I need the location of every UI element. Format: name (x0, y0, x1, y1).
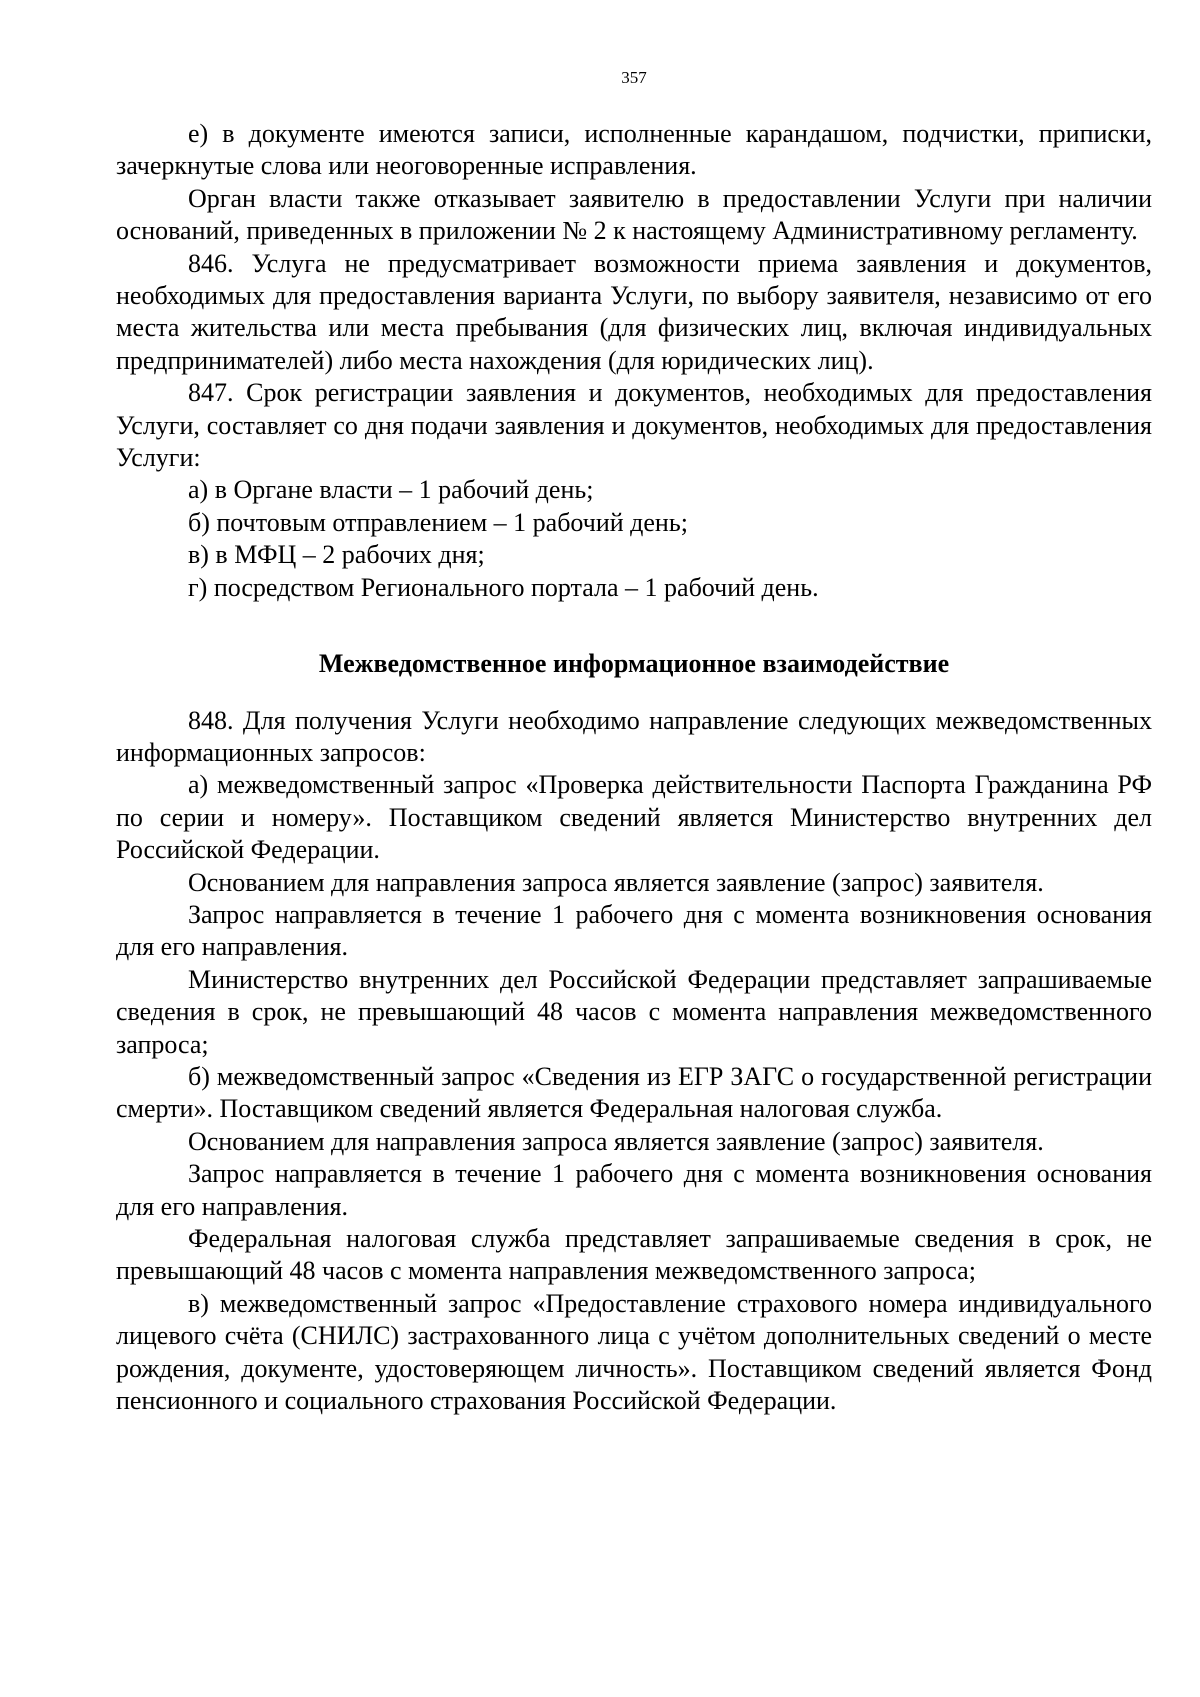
paragraph-847: 847. Срок регистрации заявления и документов, необходимых для предоставления Услуги, составляет со дня подачи заявления и документов, необходимых для предоставления Услуги: (116, 378, 1152, 473)
paragraph-timing-b: Запрос направляется в течение 1 рабочего дня с момента возникновения основания для его направления. (116, 1159, 1152, 1221)
paragraph-basis-b: Основанием для направления запроса является заявление (запрос) заявителя. (188, 1126, 1044, 1156)
list-item-g: г) посредством Регионального портала – 1 рабочий день. (188, 572, 819, 602)
section-heading: Межведомственное информационное взаимодействие (318, 649, 950, 679)
paragraph-response-b: Федеральная налоговая служба представляет запрашиваемые сведения в срок, не превышающий 48 часов с момента направления межведомственного запроса; (116, 1224, 1152, 1286)
paragraph-item-e: е) в документе имеются записи, исполненные карандашом, подчистки, приписки, зачеркнутые слова или неоговоренные исправления. (116, 119, 1152, 181)
list-item-b: б) почтовым отправлением – 1 рабочий день; (188, 507, 688, 537)
paragraph-848: 848. Для получения Услуги необходимо направление следующих межведомственных информационных запросов: (116, 705, 1152, 767)
paragraph-refusal-grounds: Орган власти также отказывает заявителю в предоставлении Услуги при наличии оснований, приведенных в приложении № 2 к настоящему Административному регламенту. (116, 183, 1152, 246)
paragraph-request-a: а) межведомственный запрос «Проверка действительности Паспорта Гражданина РФ по серии и номеру». Поставщиком сведений является Министерство внутренних дел Российской Федерации. (116, 770, 1152, 865)
paragraph-846: 846. Услуга не предусматривает возможности приема заявления и документов, необходимых для предоставления варианта Услуги, по выбору заявителя, независимо от его места жительства или места пребывания (для физических лиц, включая индивидуальных предпринимателей) либо места нахождения (для юридических лиц). (116, 248, 1152, 375)
page-number: 357 (621, 68, 647, 87)
list-item-a: а) в Органе власти – 1 рабочий день; (188, 475, 594, 505)
document-body (116, 118, 1152, 1417)
paragraph-request-b: б) межведомственный запрос «Сведения из ЕГР ЗАГС о государственной регистрации смерти». Поставщиком сведений является Федеральная налоговая служба. (116, 1061, 1152, 1124)
paragraph-response-a: Министерство внутренних дел Российской Федерации представляет запрашиваемые сведения в срок, не превышающий 48 часов с момента направления межведомственного запроса; (116, 964, 1152, 1059)
paragraph-timing-a: Запрос направляется в течение 1 рабочего дня с момента возникновения основания для его направления. (116, 899, 1152, 962)
paragraph-request-v: в) межведомственный запрос «Предоставление страхового номера индивидуального лицевого счёта (СНИЛС) застрахованного лица с учётом дополнительных сведений о месте рождения, документе, удостоверяющем личность». Поставщиком сведений является Фонд пенсионного и социального страхования Российской Федерации. (116, 1288, 1152, 1416)
list-item-v: в) в МФЦ – 2 рабочих дня; (188, 540, 485, 570)
paragraph-basis-a: Основанием для направления запроса является заявление (запрос) заявителя. (188, 867, 1044, 897)
